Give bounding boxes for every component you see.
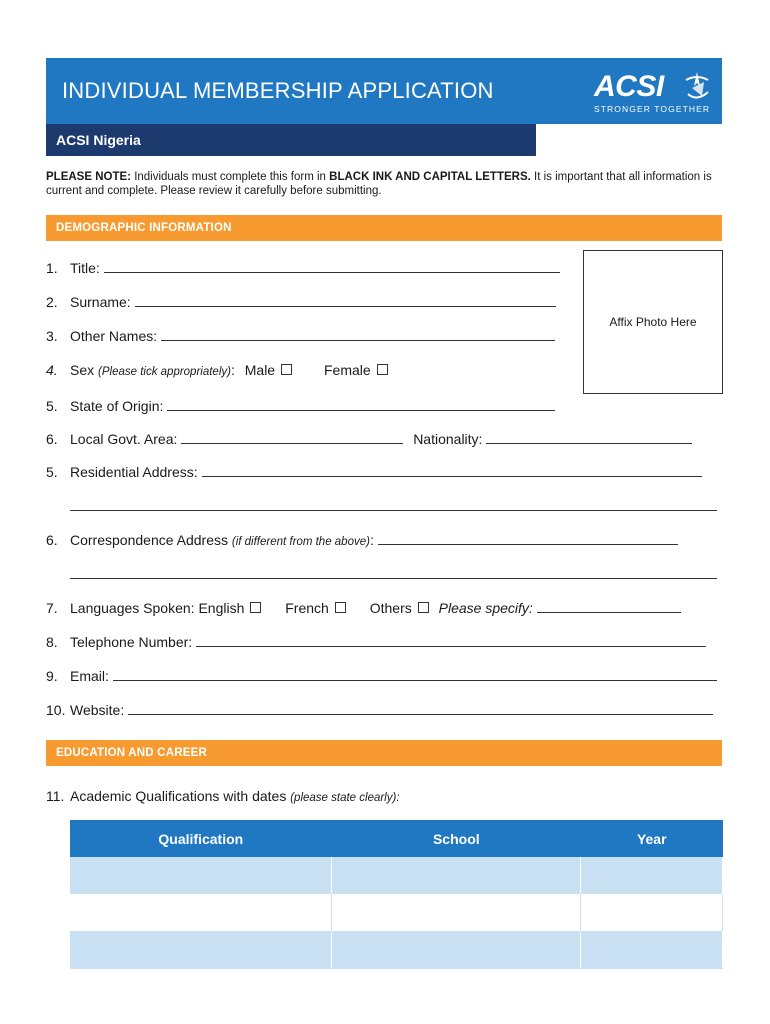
- other-names-input[interactable]: [161, 327, 555, 341]
- field-telephone: 8. Telephone Number:: [46, 633, 706, 650]
- field-title: 1. Title:: [46, 259, 560, 276]
- female-checkbox[interactable]: [377, 364, 388, 375]
- section-education: [46, 740, 722, 766]
- section-education-title: EDUCATION AND CAREER: [56, 747, 207, 759]
- field-website: 10. Website:: [46, 701, 713, 718]
- school-cell[interactable]: [332, 931, 581, 969]
- chapter-name: ACSI Nigeria: [56, 132, 141, 148]
- school-cell[interactable]: [332, 857, 581, 894]
- acsi-logo: [594, 66, 712, 118]
- col-year: Year: [581, 820, 723, 857]
- year-cell[interactable]: [581, 931, 723, 969]
- qualification-cell[interactable]: [70, 931, 332, 969]
- logo-tagline: STRONGER TOGETHER: [594, 104, 711, 114]
- section-demographic-title: DEMOGRAPHIC INFORMATION: [56, 222, 232, 234]
- others-checkbox[interactable]: [418, 602, 429, 613]
- website-input[interactable]: [128, 701, 713, 715]
- residential-address-line-2[interactable]: [70, 510, 717, 511]
- qualification-cell[interactable]: [70, 857, 332, 894]
- lga-input[interactable]: [181, 430, 403, 444]
- table-row: [70, 931, 723, 969]
- qualifications-table: [70, 820, 723, 969]
- photo-box-label: Affix Photo Here: [609, 315, 697, 329]
- field-surname: 2. Surname:: [46, 293, 556, 310]
- field-state-of-origin: 5. State of Origin:: [46, 397, 555, 414]
- field-residential-address: 5. Residential Address:: [46, 463, 702, 480]
- section-demographic: [46, 215, 722, 241]
- male-checkbox[interactable]: [281, 364, 292, 375]
- field-other-names: 3. Other Names:: [46, 327, 555, 344]
- header-banner: [46, 58, 722, 124]
- residential-address-input[interactable]: [202, 463, 702, 477]
- table-row: [70, 894, 723, 931]
- note-emphasis: BLACK INK AND CAPITAL LETTERS.: [329, 171, 531, 183]
- note-label: PLEASE NOTE:: [46, 171, 131, 183]
- surname-input[interactable]: [135, 293, 556, 307]
- photo-box[interactable]: [583, 250, 723, 394]
- nationality-input[interactable]: [486, 430, 692, 444]
- table-row: [70, 857, 723, 894]
- col-school: School: [332, 820, 581, 857]
- form-title: INDIVIDUAL MEMBERSHIP APPLICATION: [62, 78, 494, 103]
- year-cell[interactable]: [581, 894, 723, 931]
- other-languages-input[interactable]: [537, 599, 681, 613]
- qualification-cell[interactable]: [70, 894, 332, 931]
- year-cell[interactable]: [581, 857, 723, 894]
- school-cell[interactable]: [332, 894, 581, 931]
- french-checkbox[interactable]: [335, 602, 346, 613]
- correspondence-address-line-2[interactable]: [70, 578, 717, 579]
- email-input[interactable]: [113, 667, 717, 681]
- logo-wordmark: ACSI: [594, 70, 664, 103]
- telephone-input[interactable]: [196, 633, 706, 647]
- field-email: 9. Email:: [46, 667, 717, 684]
- note-text-2: It is important that all information is current and complete. Please review it carefully before submitting.: [46, 171, 712, 197]
- field-correspondence-address: 6. Correspondence Address (if different from the above):: [46, 531, 678, 548]
- table-header-row: [70, 820, 723, 857]
- chapter-bar: [46, 124, 536, 156]
- correspondence-address-input[interactable]: [378, 531, 678, 545]
- title-input[interactable]: [104, 259, 560, 273]
- col-qualification: Qualification: [70, 820, 332, 857]
- instructions-note: [46, 170, 726, 198]
- field-languages: 7. Languages Spoken: English French Others Please specify:: [46, 599, 681, 616]
- field-lga-nationality: 6. Local Govt. Area: Nationality:: [46, 430, 692, 447]
- state-of-origin-input[interactable]: [167, 397, 555, 411]
- field-sex: 4. Sex (Please tick appropriately): Male Female: [46, 362, 388, 378]
- field-academic-qualifications: 11. Academic Qualifications with dates (please state clearly):: [46, 788, 400, 804]
- english-checkbox[interactable]: [250, 602, 261, 613]
- note-text-1: Individuals must complete this form in: [134, 171, 326, 183]
